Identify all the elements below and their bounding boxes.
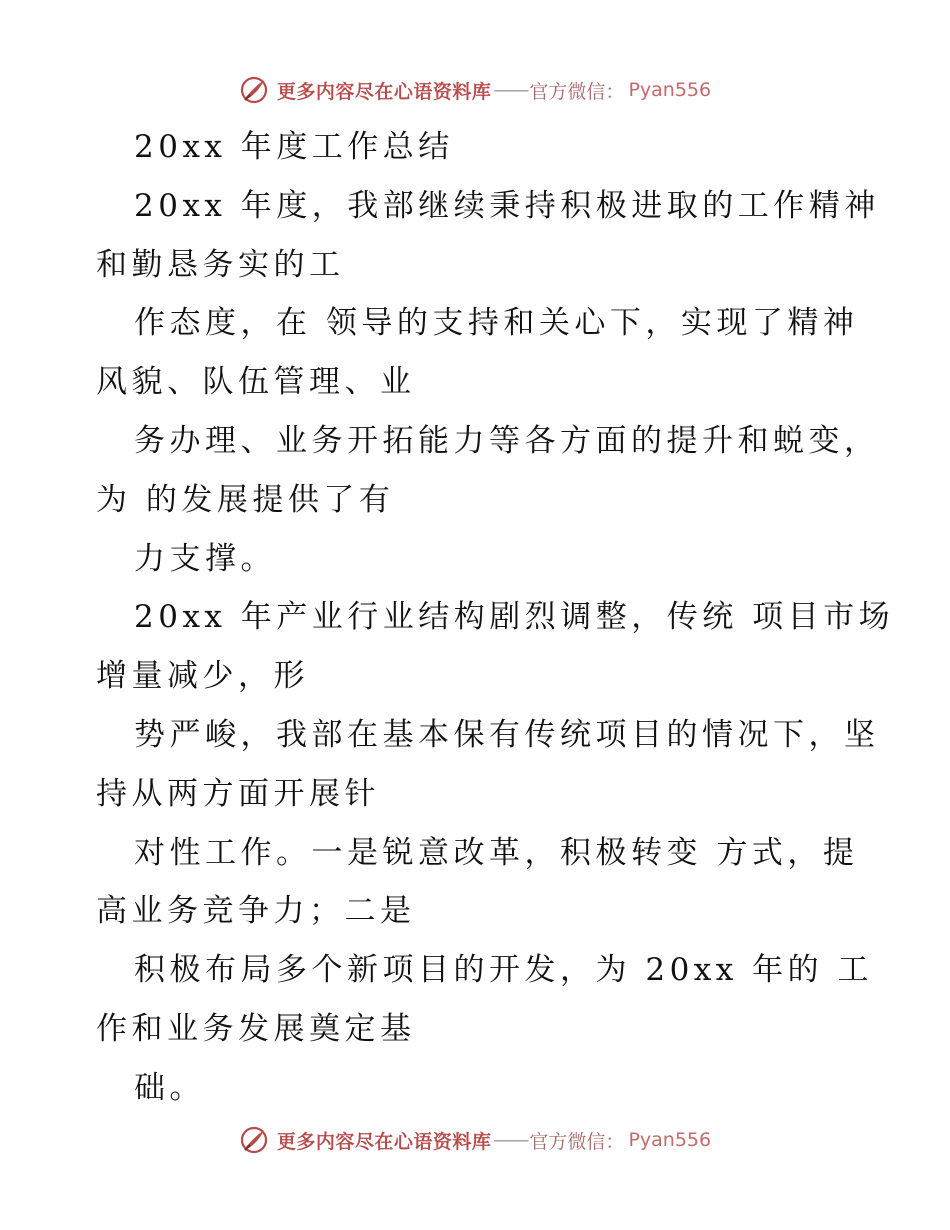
text-line: 高业务竞争力；二是 [96, 893, 416, 930]
text-line: 作和业务发展奠定基 [96, 1010, 416, 1047]
text-line: 础。 [134, 1069, 205, 1106]
text-line: 为 的发展提供了有 [96, 481, 395, 518]
text-line: 力支撑。 [134, 540, 276, 577]
footer-banner [0, 1120, 950, 1160]
banner-account: Pyan556 [628, 79, 712, 101]
text-line: 和勤恳务实的工 [96, 246, 345, 283]
text-line: 增量减少，形 [96, 658, 309, 695]
text-line: 务办理、业务开拓能力等各方面的提升和蜕变， [134, 422, 880, 459]
text-line: 风貌、队伍管理、业 [96, 364, 416, 401]
banner-site-name: 更多内容尽在心语资料库 [276, 1130, 492, 1153]
banner-wechat-label: 官方微信： [529, 1130, 625, 1153]
document-body [96, 118, 895, 1118]
header-banner [0, 70, 950, 110]
text-line: 势严峻，我部在基本保有传统项目的情况下，坚 [134, 716, 880, 753]
banner-wechat-label: 官方微信： [529, 80, 625, 103]
banner-account: Pyan556 [628, 1129, 712, 1151]
document-title: 20xx 年度工作总结 [134, 129, 454, 165]
quill-logo-icon [239, 75, 269, 105]
text-line: 积极布局多个新项目的开发，为 20xx 年的 工 [134, 952, 873, 989]
text-line: 20xx 年度，我部继续秉持积极进取的工作精神 [134, 187, 880, 224]
banner-dash: —— [493, 1129, 528, 1151]
banner-dash: —— [493, 79, 528, 101]
text-line: 作态度，在 领导的支持和关心下，实现了精神 [134, 305, 859, 342]
quill-logo-icon [239, 1125, 269, 1155]
text-line: 20xx 年产业行业结构剧烈调整，传统 项目市场 [134, 599, 895, 636]
text-line: 对性工作。一是锐意改革，积极转变 方式，提 [134, 834, 859, 871]
banner-site-name: 更多内容尽在心语资料库 [276, 80, 492, 103]
text-line: 持从两方面开展针 [96, 775, 380, 812]
